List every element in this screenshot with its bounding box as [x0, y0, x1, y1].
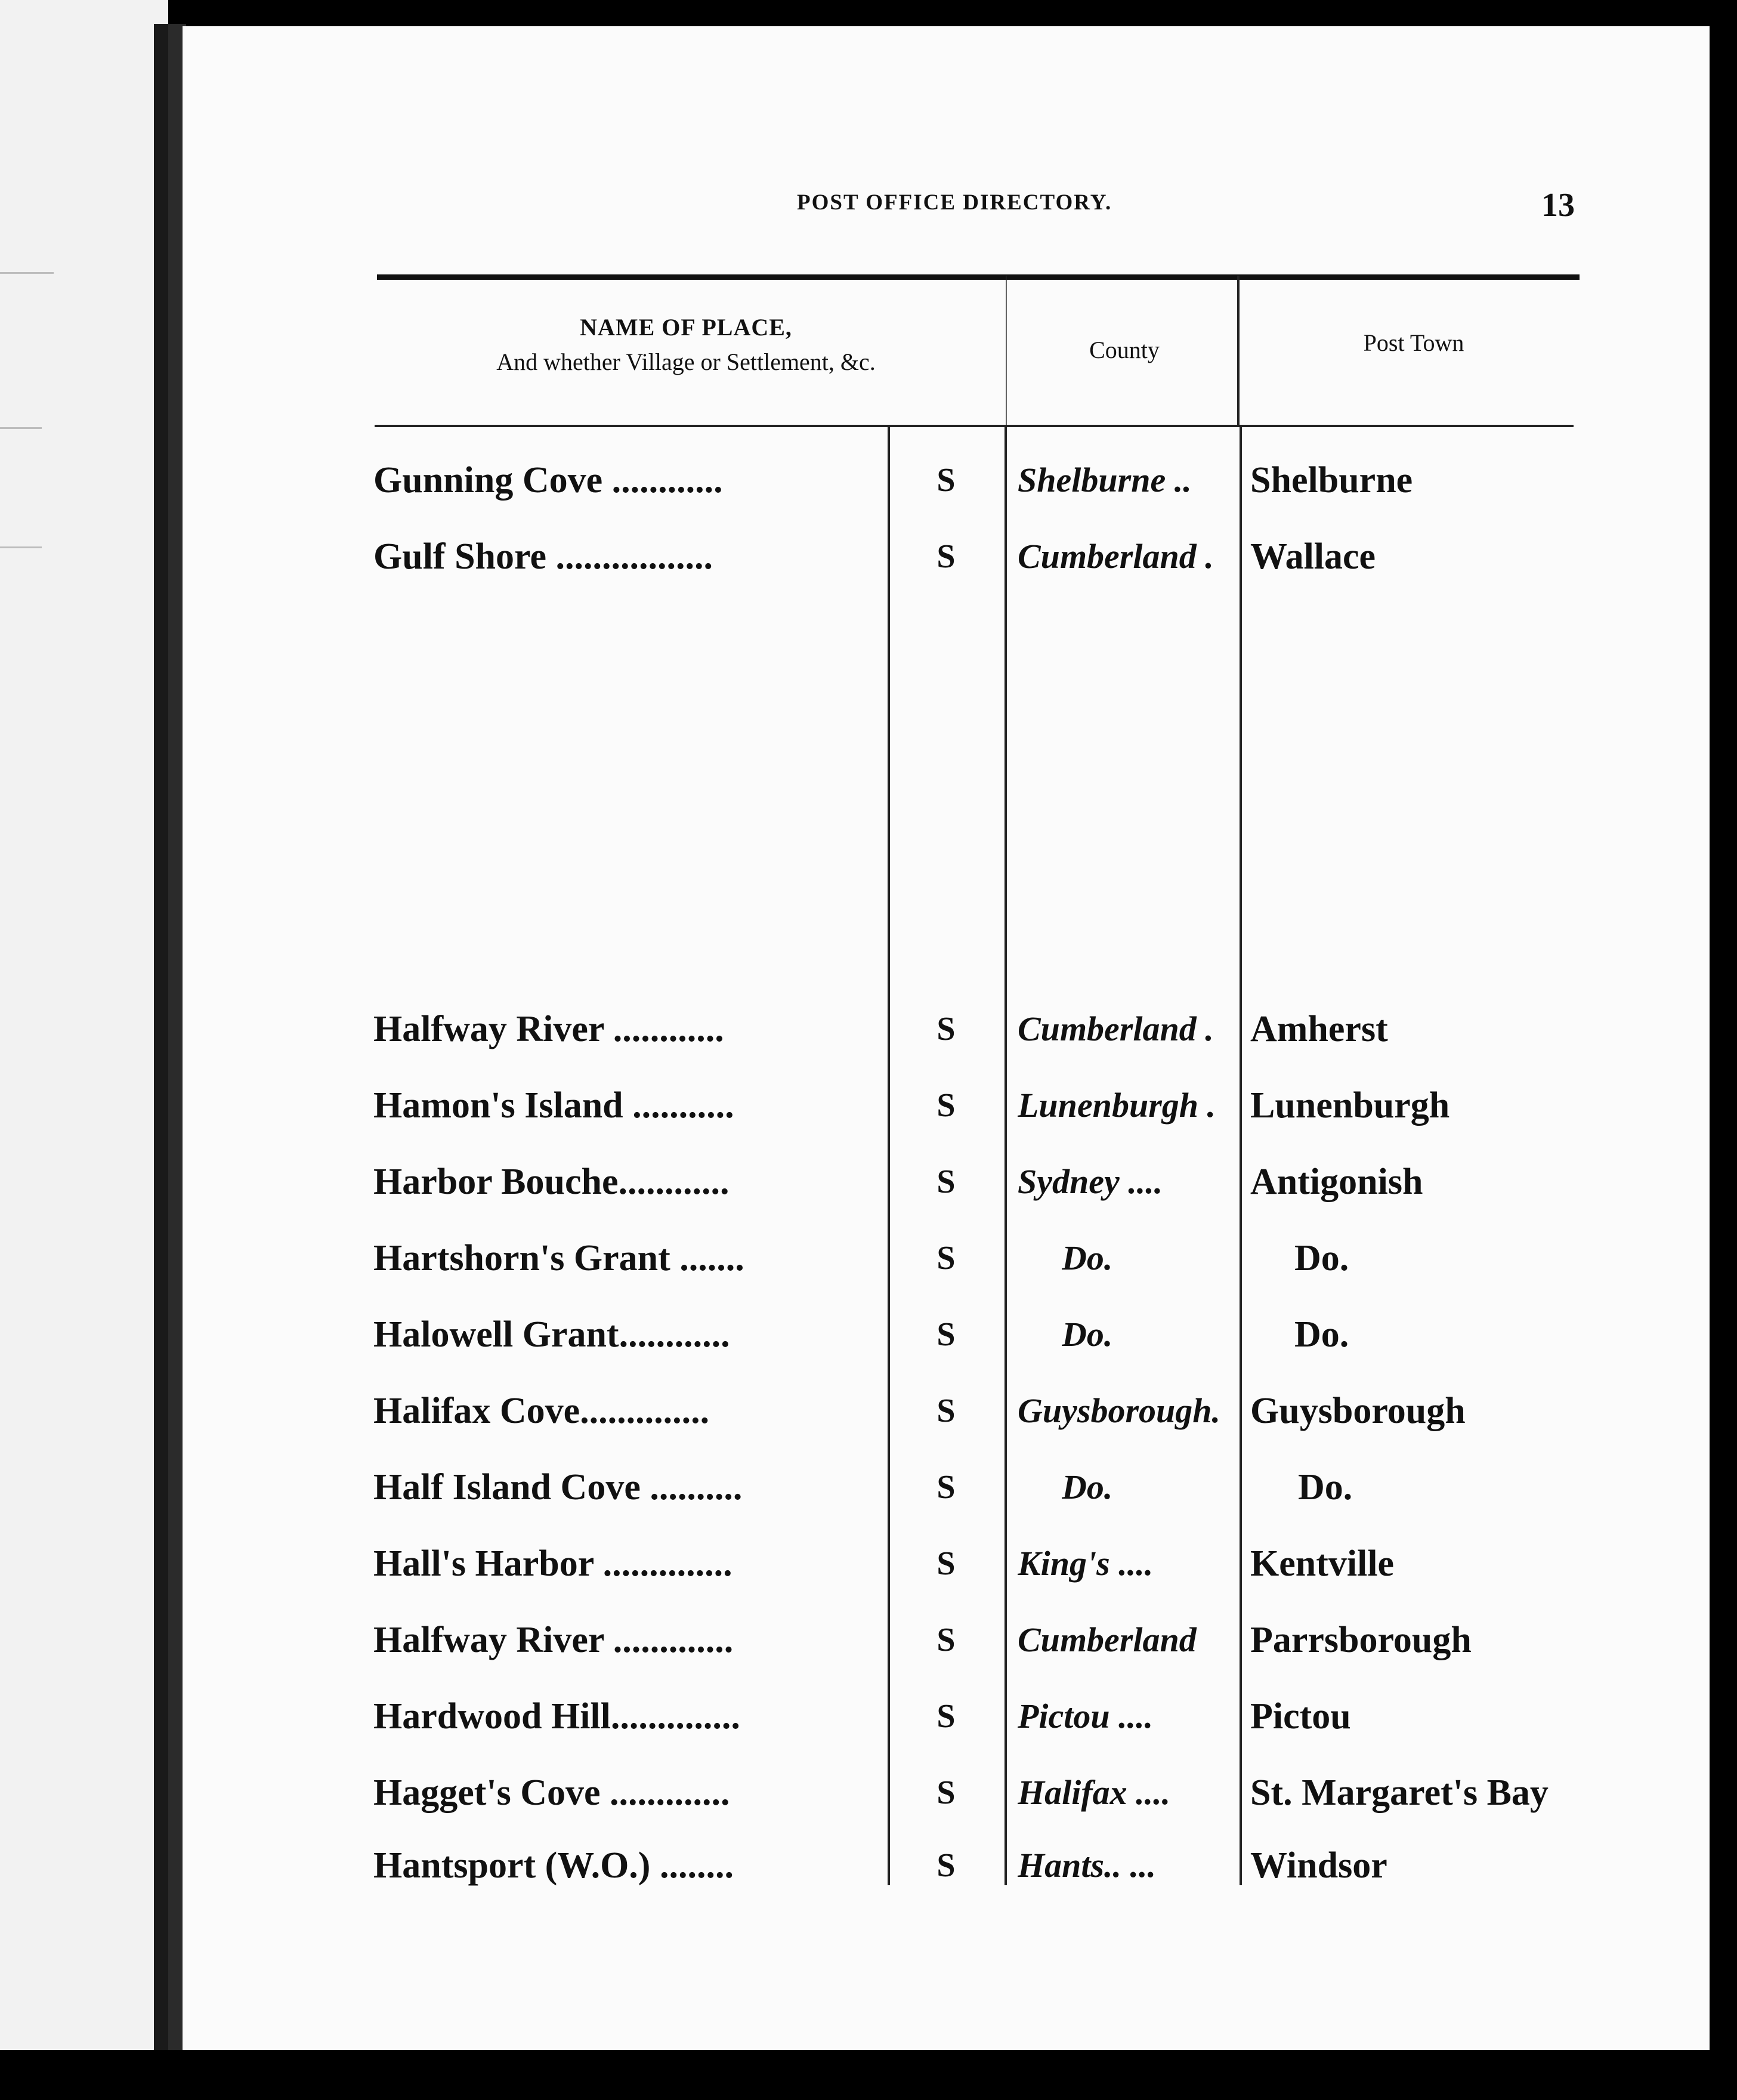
table-row	[0, 1308, 1737, 1361]
column-header-name	[418, 310, 954, 379]
facing-page-rule	[0, 427, 42, 429]
column-header-name-line1: NAME OF PLACE,	[580, 314, 792, 341]
place-name: Half Island Cove ..........	[373, 1467, 743, 1508]
place-type: S	[937, 1469, 956, 1506]
post-town: Pictou	[1250, 1696, 1351, 1737]
table-row	[0, 453, 1737, 507]
place-name: Harbor Bouche............	[373, 1162, 730, 1202]
post-town: St. Margaret's Bay	[1250, 1772, 1549, 1813]
post-town: Shelburne	[1250, 460, 1413, 501]
county-name: Halifax ....	[1018, 1773, 1171, 1812]
scan-border-bottom	[0, 2050, 1737, 2100]
place-type: S	[937, 538, 956, 575]
place-type: S	[937, 1774, 956, 1811]
place-type: S	[937, 1622, 956, 1659]
table-row	[0, 1839, 1737, 1892]
table-row	[0, 1690, 1737, 1743]
county-name: Guysborough.	[1018, 1391, 1221, 1430]
place-type: S	[937, 1316, 956, 1353]
place-name: Halowell Grant............	[373, 1314, 730, 1355]
place-name: Hantsport (W.O.) ........	[373, 1845, 734, 1886]
county-name: Cumberland .	[1018, 1009, 1214, 1048]
table-row	[0, 1155, 1737, 1209]
place-name: Hagget's Cove .............	[373, 1772, 730, 1813]
post-town: Do.	[1294, 1314, 1349, 1355]
post-town: Kentville	[1250, 1543, 1395, 1584]
post-town: Do.	[1298, 1467, 1353, 1508]
place-type: S	[937, 462, 956, 499]
place-name: Gunning Cove ............	[373, 460, 723, 501]
place-name: Halfway River ............	[373, 1009, 724, 1049]
header-divider-county-town	[1237, 276, 1240, 425]
county-name: Cumberland	[1018, 1620, 1197, 1659]
place-name: Hall's Harbor ..............	[373, 1543, 732, 1584]
facing-page-rule	[0, 272, 54, 274]
place-type: S	[937, 1087, 956, 1124]
county-name: Pictou ....	[1018, 1697, 1154, 1735]
table-row	[0, 1766, 1737, 1820]
county-name: Do.	[1062, 1468, 1113, 1506]
table-row	[0, 1002, 1737, 1056]
place-name: Halifax Cove..............	[373, 1391, 710, 1431]
page-number: 13	[1541, 187, 1575, 224]
column-header-county: County	[1089, 336, 1160, 363]
place-type: S	[937, 1011, 956, 1048]
post-town: Do.	[1294, 1238, 1349, 1278]
header-divider-name-county	[1006, 276, 1007, 425]
county-name: Do.	[1062, 1239, 1113, 1277]
place-type: S	[937, 1698, 956, 1735]
table-row	[0, 1231, 1737, 1285]
county-name: Lunenburgh .	[1018, 1086, 1216, 1125]
county-name: King's ....	[1018, 1544, 1154, 1583]
column-header-name-line2: And whether Village or Settlement, &c.	[496, 348, 876, 375]
column-header-rule	[375, 425, 1574, 427]
post-town: Lunenburgh	[1250, 1085, 1450, 1126]
page-title: POST OFFICE DIRECTORY.	[797, 190, 1112, 215]
table-row	[0, 530, 1737, 583]
county-name: Sydney ....	[1018, 1162, 1163, 1201]
place-name: Gulf Shore .................	[373, 536, 713, 577]
post-town: Parrsborough	[1250, 1620, 1472, 1660]
place-name: Halfway River .............	[373, 1620, 734, 1660]
county-name: Shelburne ..	[1018, 461, 1192, 499]
county-name: Do.	[1062, 1315, 1113, 1354]
place-type: S	[937, 1240, 956, 1277]
post-town: Windsor	[1250, 1845, 1387, 1886]
place-name: Hartshorn's Grant .......	[373, 1238, 744, 1278]
place-type: S	[937, 1545, 956, 1582]
column-header-post-town: Post Town	[1363, 329, 1464, 356]
post-town: Guysborough	[1250, 1391, 1466, 1431]
place-type: S	[937, 1847, 956, 1884]
post-town: Antigonish	[1250, 1162, 1423, 1202]
place-type: S	[937, 1163, 956, 1200]
place-name: Hamon's Island ...........	[373, 1085, 734, 1126]
header-rule	[377, 274, 1580, 280]
table-row	[0, 1460, 1737, 1514]
table-row	[0, 1384, 1737, 1438]
county-name: Hants.. ...	[1018, 1846, 1157, 1885]
post-town: Amherst	[1250, 1009, 1388, 1049]
county-name: Cumberland .	[1018, 537, 1214, 576]
place-type: S	[937, 1392, 956, 1429]
table-row	[0, 1079, 1737, 1132]
place-name: Hardwood Hill..............	[373, 1696, 740, 1737]
post-town: Wallace	[1250, 536, 1376, 577]
table-row	[0, 1537, 1737, 1591]
table-row	[0, 1613, 1737, 1667]
